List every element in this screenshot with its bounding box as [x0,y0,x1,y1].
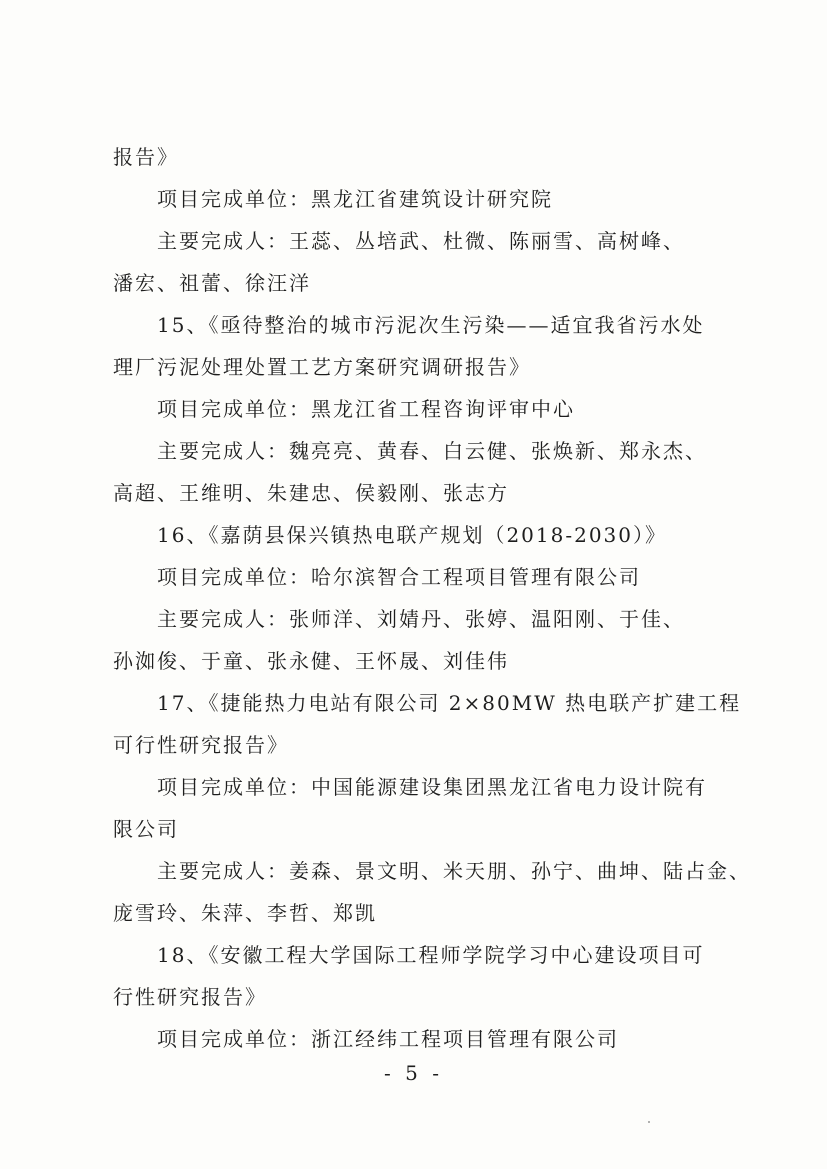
text-line: 限公司 [113,817,179,841]
text-line: 主要完成人：魏亮亮、黄春、白云健、张焕新、郑永杰、 [157,439,707,463]
text-line: 项目完成单位：黑龙江省建筑设计研究院 [157,187,553,211]
text-line: 主要完成人：张师洋、刘婧丹、张婷、温阳刚、于佳、 [157,607,685,631]
page-number: - 5 - [384,1061,443,1085]
text-line: 潘宏、祖蕾、徐汪洋 [113,271,311,295]
text-line: 孙洳俊、于童、张永健、王怀晟、刘佳伟 [113,649,509,673]
text-line: 项目完成单位：中国能源建设集团黑龙江省电力设计院有 [157,775,707,799]
text-line: 行性研究报告》 [113,985,267,1009]
text-line: 项目完成单位：黑龙江省工程咨询评审中心 [157,397,575,421]
text-line: 16、《嘉荫县保兴镇热电联产规划（2018-2030）》 [157,523,668,547]
text-line: 项目完成单位：哈尔滨智合工程项目管理有限公司 [157,565,641,589]
text-line: 理厂污泥处理处置工艺方案研究调研报告》 [113,355,531,379]
text-line: 主要完成人：姜森、景文明、米天朋、孙宁、曲坤、陆占金、 [157,859,751,883]
text-line: 17、《捷能热力电站有限公司 2×80MW 热电联产扩建工程 [157,691,742,715]
text-line: 15、《亟待整治的城市污泥次生污染——适宜我省污水处 [157,313,705,337]
text-line: 报告》 [113,145,179,169]
text-line: 可行性研究报告》 [113,733,289,757]
scan-speck [648,1121,650,1123]
text-line: 高超、王维明、朱建忠、侯毅刚、张志方 [113,481,509,505]
text-line: 18、《安徽工程大学国际工程师学院学习中心建设项目可 [157,943,705,967]
text-line: 主要完成人：王蕊、丛培武、杜微、陈丽雪、高树峰、 [157,229,685,253]
text-line: 庞雪玲、朱萍、李哲、郑凯 [113,901,377,925]
text-line: 项目完成单位：浙江经纬工程项目管理有限公司 [157,1027,619,1051]
